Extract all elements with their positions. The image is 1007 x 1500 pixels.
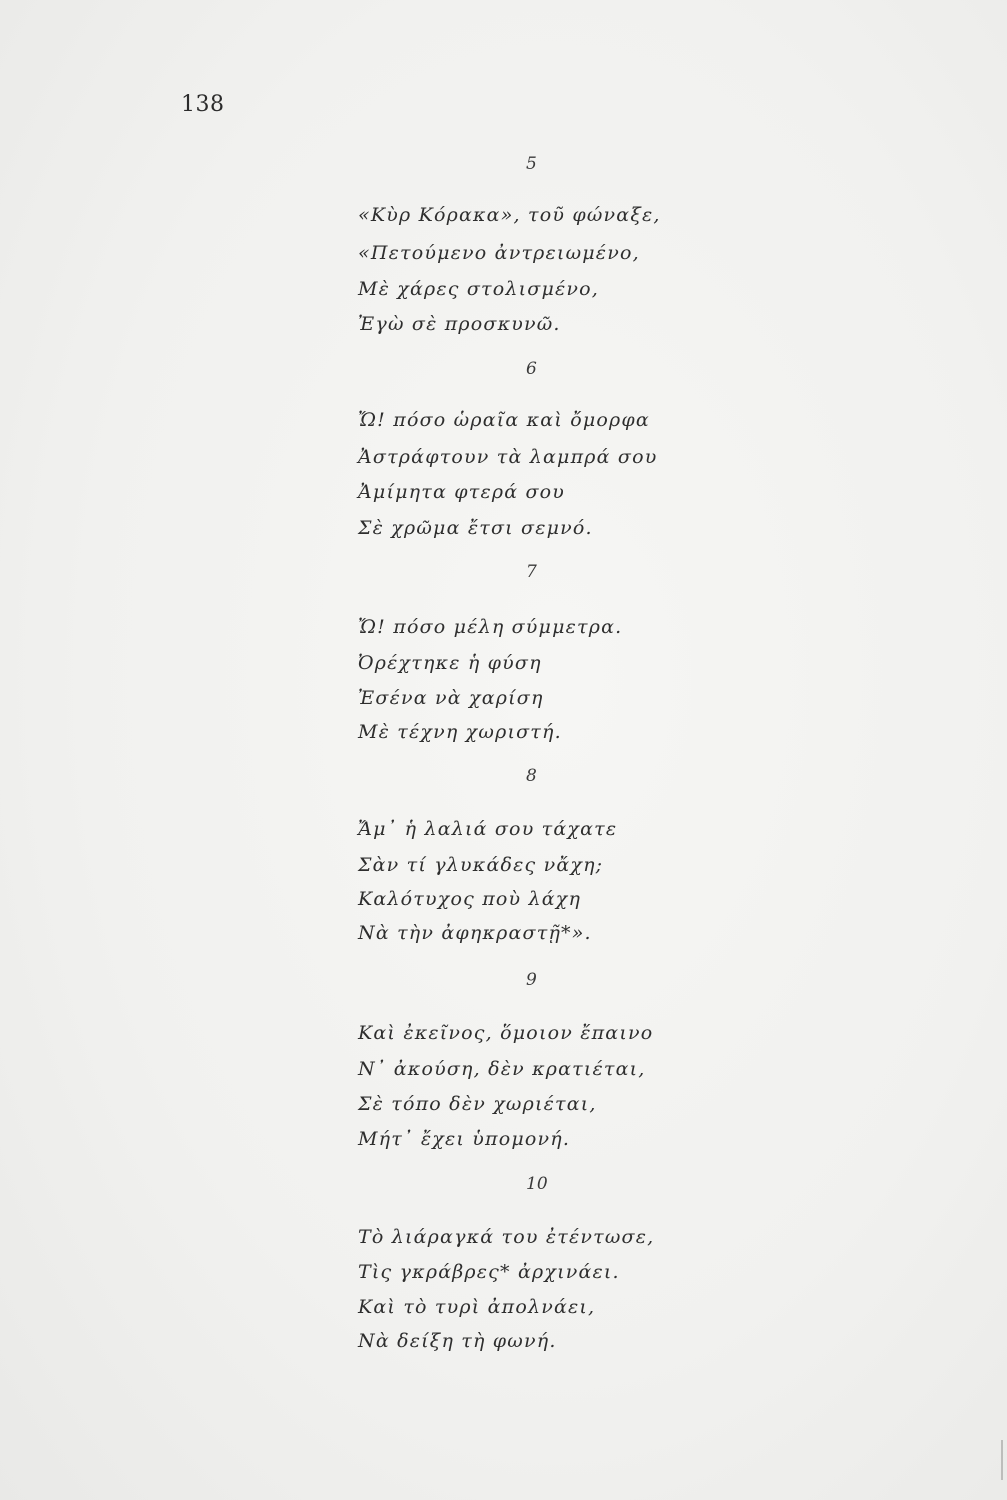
verse-line: Ὤ! πόσο ὡραῖα καὶ ὄμορφα [358,409,650,431]
verse-line: Καὶ τὸ τυρὶ ἀπολνάει, [358,1296,596,1318]
verse-line: Καλότυχος ποὺ λάχη [358,888,582,910]
stanza-number: 9 [526,970,537,990]
verse-line: Ὀρέχτηκε ἡ φύση [358,652,542,674]
stanza-number: 8 [526,766,537,786]
verse-line: Καὶ ἐκεῖνος, ὅμοιον ἔπαινο [358,1022,654,1044]
page-edge-mark [1001,1440,1003,1480]
verse-line: Μὲ τέχνη χωριστή. [358,721,562,743]
verse-line: Ν᾿ ἀκούση, δὲν κρατιέται, [358,1058,646,1080]
stanza-number: 6 [526,359,537,379]
verse-line: Ἐσένα νὰ χαρίση [358,687,544,709]
stanza-number: 7 [526,562,537,582]
verse-line: «Πετούμενο ἀντρειωμένο, [358,242,640,264]
verse-line: Ἀστράφτουν τὰ λαμπρά σου [358,446,658,468]
verse-line: Σὲ χρῶμα ἔτσι σεμνό. [358,517,593,539]
stanza-number: 10 [526,1174,548,1194]
verse-line: «Κὺρ Κόρακα», τοῦ φώναξε, [358,204,661,226]
stanza-number: 5 [526,154,537,174]
verse-line: Σὰν τί γλυκάδες νἄχη; [358,854,604,876]
verse-line: Ἄμ᾿ ἡ λαλιά σου τάχατε [358,818,618,840]
verse-line: Ἀμίμητα φτερά σου [358,481,566,503]
verse-line: Μὲ χάρες στολισμένο, [358,278,600,300]
verse-line: Νὰ τὴν ἀφηκραστῇ*». [358,922,592,944]
page-number: 138 [181,92,225,117]
verse-line: Μήτ᾿ ἔχει ὑπομονή. [358,1128,571,1150]
verse-line: Ὤ! πόσο μέλη σύμμετρα. [358,616,623,638]
verse-line: Τὸ λιάραγκά του ἐτέντωσε, [358,1226,655,1248]
verse-line: Τὶς γκράβρες* ἀρχινάει. [358,1261,620,1283]
verse-line: Σὲ τόπο δὲν χωριέται, [358,1093,597,1115]
verse-line: Ἐγὼ σὲ προσκυνῶ. [358,313,561,335]
verse-line: Νὰ δείξη τὴ φωνή. [358,1330,557,1352]
